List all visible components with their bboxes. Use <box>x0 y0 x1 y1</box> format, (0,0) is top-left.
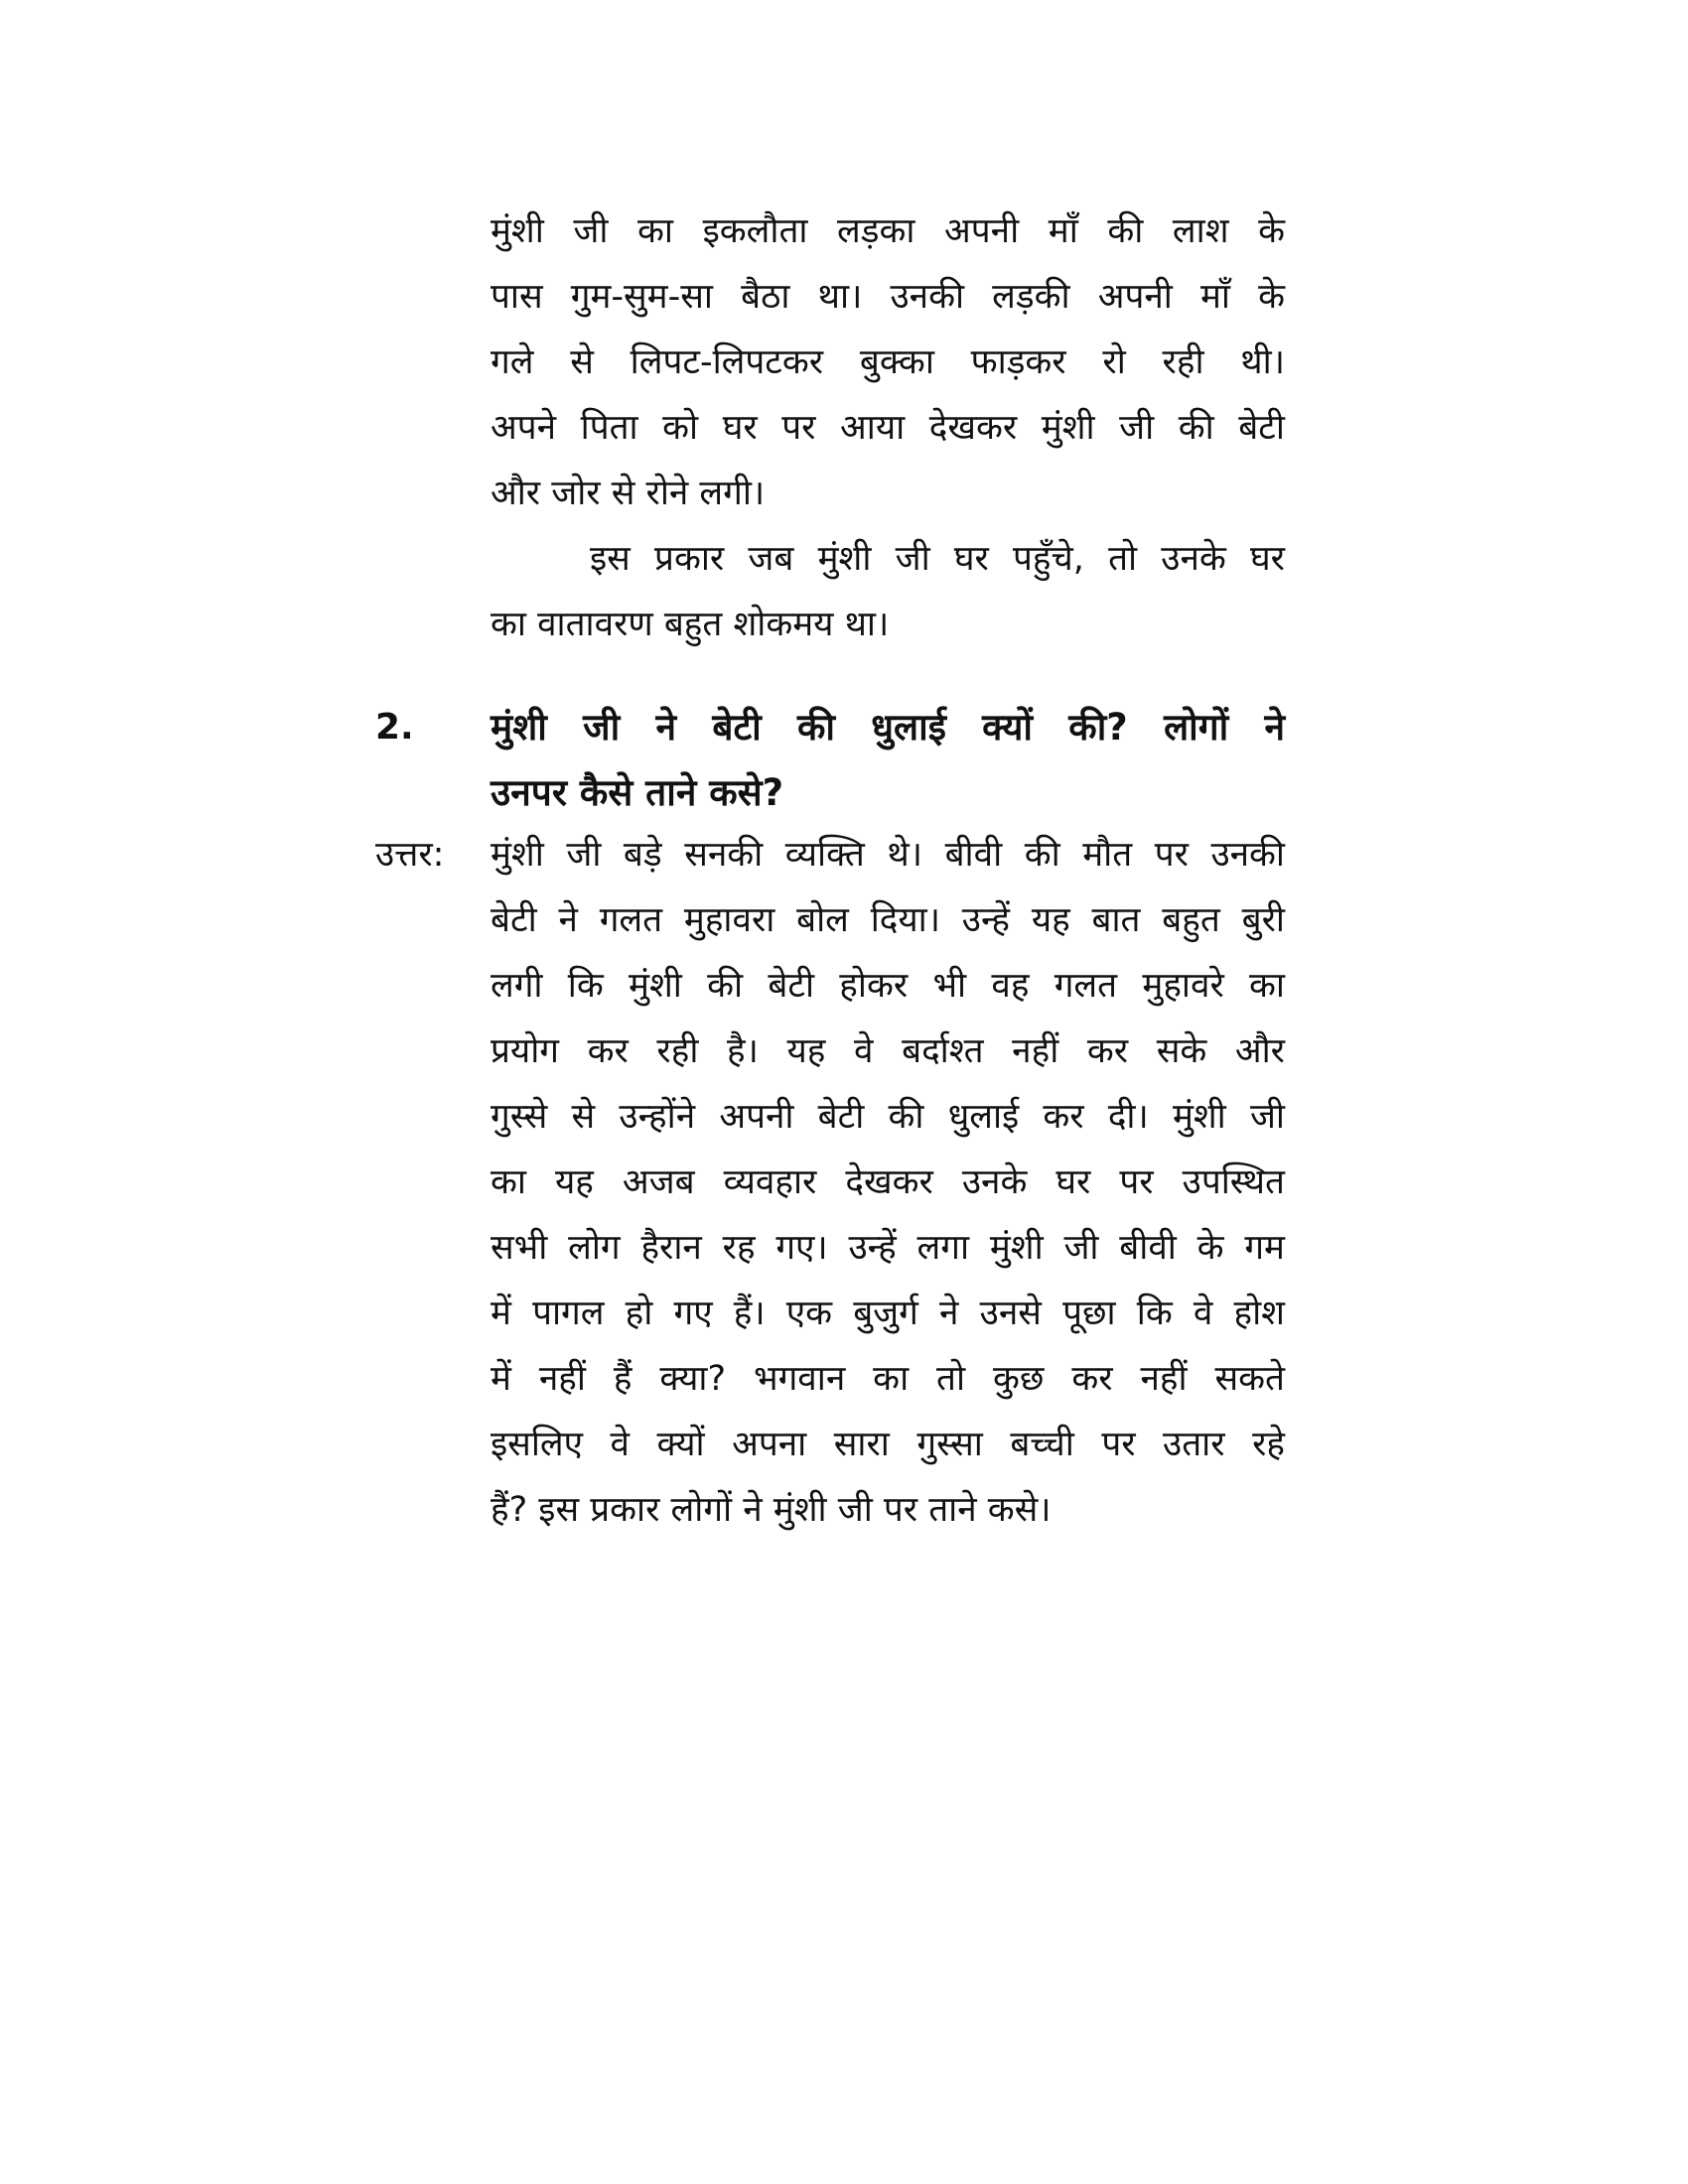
conclusion-paragraph <box>491 526 1285 657</box>
answer-line: बेटी ने गलत मुहावरा बोल दिया। उन्हें यह बात बहुत बुरी <box>491 900 1285 940</box>
answer-line: हैं? इस प्रकार लोगों ने मुंशी जी पर ताने कसे। <box>491 1490 1052 1530</box>
answer-line: मुंशी जी बड़े सनकी व्यक्ति थे। बीवी की मौत पर उनकी <box>491 835 1285 875</box>
answer-line: लगी कि मुंशी की बेटी होकर भी वह गलत मुहावरे का <box>491 966 1285 1006</box>
question-number: 2. <box>375 707 414 748</box>
text-line: मुंशी जी का इकलौता लड़का अपनी माँ की लाश के <box>491 211 1285 251</box>
text-line: पास गुम-सुम-सा बैठा था। उनकी लड़की अपनी माँ के <box>491 277 1285 317</box>
answer-line: गुस्से से उन्होंने अपनी बेटी की धुलाई कर दी। मुंशी जी <box>491 1097 1285 1137</box>
answer-line: सभी लोग हैरान रह गए। उन्हें लगा मुंशी जी बीवी के गम <box>491 1228 1285 1268</box>
question-line: उनपर कैसे ताने कसे? <box>491 771 784 814</box>
question-line: मुंशी जी ने बेटी की धुलाई क्यों की? लोगों ने <box>491 706 1285 749</box>
text-line: इस प्रकार जब मुंशी जी घर पहुँचे, तो उनके घर <box>590 539 1285 579</box>
answer-paragraph <box>491 822 1285 1543</box>
text-line: का वातावरण बहुत शोकमय था। <box>491 605 890 644</box>
answer-line: में पागल हो गए हैं। एक बुजुर्ग ने उनसे पूछा कि वे होश <box>491 1294 1285 1333</box>
text-line: अपने पिता को घर पर आया देखकर मुंशी जी की बेटी <box>491 408 1285 448</box>
answer-line: प्रयोग कर रही है। यह वे बर्दाश्त नहीं कर सके और <box>491 1031 1285 1071</box>
answer-line: इसलिए वे क्यों अपना सारा गुस्सा बच्ची पर उतार रहे <box>491 1425 1285 1464</box>
answer-label: उत्तर: <box>375 835 445 875</box>
text-line: और जोर से रोने लगी। <box>491 474 766 513</box>
answer-line: में नहीं हैं क्या? भगवान का तो कुछ कर नहीं सकते <box>491 1359 1285 1399</box>
answer-line: का यह अजब व्यवहार देखकर उनके घर पर उपस्थित <box>491 1162 1285 1202</box>
question-text <box>491 695 1285 826</box>
text-line: गले से लिपट-लिपटकर बुक्का फाड़कर रो रही थी। <box>491 342 1285 382</box>
intro-paragraph <box>491 199 1285 526</box>
